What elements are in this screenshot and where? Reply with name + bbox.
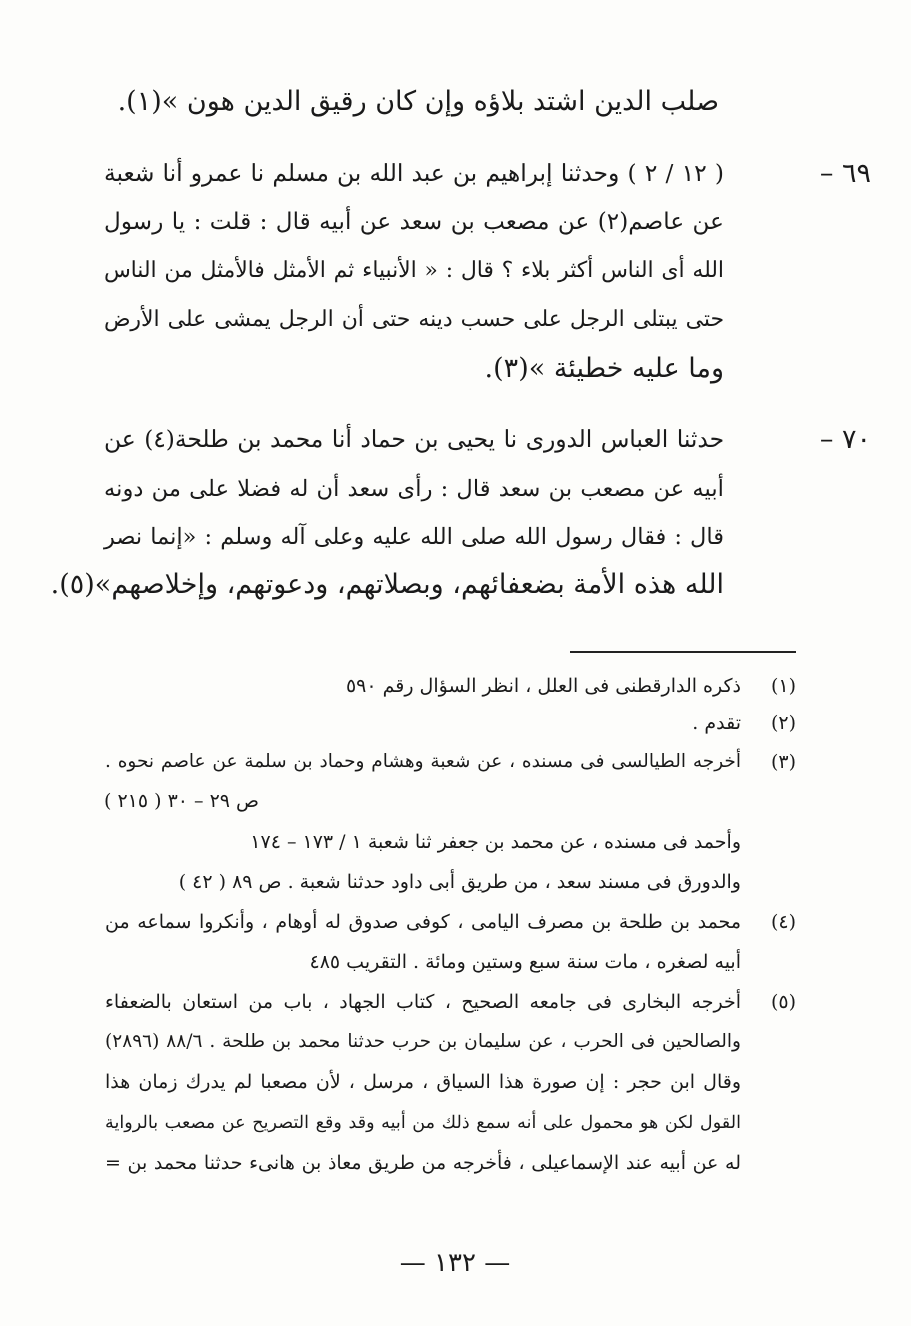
hadith-line: الله هذه الأمة بضعفائهم، وبصلاتهم، ودعوتهم، وإخلاصهم»(٥). [50,569,724,600]
hadith-line: وما عليه خطيئة »(٣). [484,353,724,384]
footnote-line: والدورق فى مسند سعد ، من طريق أبى داود حدثنا شعبة . ص ٨٩ ( ٤٢ ) [178,871,741,893]
hadith-line: ( ١٢ / ٢ ) وحدثنا إبراهيم بن عبد الله بن مسلم نا عمرو أنا شعبة [104,160,724,187]
hadith-line: حدثنا العباس الدورى نا يحيى بن حماد أنا محمد بن طلحة(٤) عن [104,426,724,453]
footnote-line: ص ٢٩ – ٣٠ ( ٢١٥ ) [104,790,260,812]
hadith-line: أبيه عن مصعب بن سعد قال : رأى سعد أن له فضلا على من دونه [104,476,724,502]
hadith-line: الله أى الناس أكثر بلاء ؟ قال : « الأنبياء ثم الأمثل فالأمثل من الناس [104,258,724,283]
hadith-number: ٦٩ – [819,158,871,189]
footnote-line: ذكره الدارقطنى فى العلل ، انظر السؤال رقم ٥٩٠ [345,675,741,697]
footnote-number: (٢) [770,712,796,734]
hadith-line: قال : فقال رسول الله صلى الله عليه وعلى آله وسلم : «إنما نصر [104,524,724,550]
footnote-line: وأحمد فى مسنده ، عن محمد بن جعفر ثنا شعبة ١ / ١٧٣ – ١٧٤ [250,831,741,853]
footnote-line: والصالحين فى الحرب ، عن سليمان بن حرب حدثنا محمد بن طلحة . ٨٨/٦ (٢٨٩٦) [105,1031,741,1052]
footnote-number: (٤) [770,911,796,933]
footnote-line: القول لكن هو محمول على أنه سمع ذلك من أبيه وقد وقع التصريح عن مصعب بالرواية [105,1113,741,1133]
hadith-line: حتى يبتلى الرجل على حسب دينه حتى أن الرجل يمشى على الأرض [104,307,724,332]
hadith-line: عن عاصم(٢) عن مصعب بن سعد عن أبيه قال : قلت : يا رسول [104,208,724,235]
page-number: — ١٣٢ — [399,1248,511,1278]
footnote-separator [570,651,796,653]
hadith-number: ٧٠ – [819,424,871,455]
footnote-number: (٣) [770,751,796,773]
footnote-line: تقدم . [692,712,741,734]
footnote-line: أخرجه البخارى فى جامعه الصحيح ، كتاب الجهاد ، باب من استعان بالضعفاء [105,991,741,1013]
footnote-number: (٥) [770,991,796,1013]
continuation-line: صلب الدين اشتد بلاؤه وإن كان رقيق الدين هون »(١). [117,86,719,117]
footnote-line: محمد بن طلحة بن مصرف اليامى ، كوفى صدوق له أوهام ، وأنكروا سماعه من [105,911,741,933]
footnote-line: له عن أبيه عند الإسماعيلى ، فأخرجه من طريق معاذ بن هانىء حدثنا محمد بن = [105,1152,741,1174]
footnote-number: (١) [770,675,796,697]
footnote-line: وقال ابن حجر : إن صورة هذا السياق ، مرسل ، لأن مصعبا لم يدرك زمان هذا [105,1071,741,1093]
footnote-line: أبيه لصغره ، مات سنة سبع وستين ومائة . التقريب ٤٨٥ [309,951,741,973]
footnote-line: أخرجه الطيالسى فى مسنده ، عن شعبة وهشام وحماد بن سلمة عن عاصم نحوه . [105,751,741,772]
